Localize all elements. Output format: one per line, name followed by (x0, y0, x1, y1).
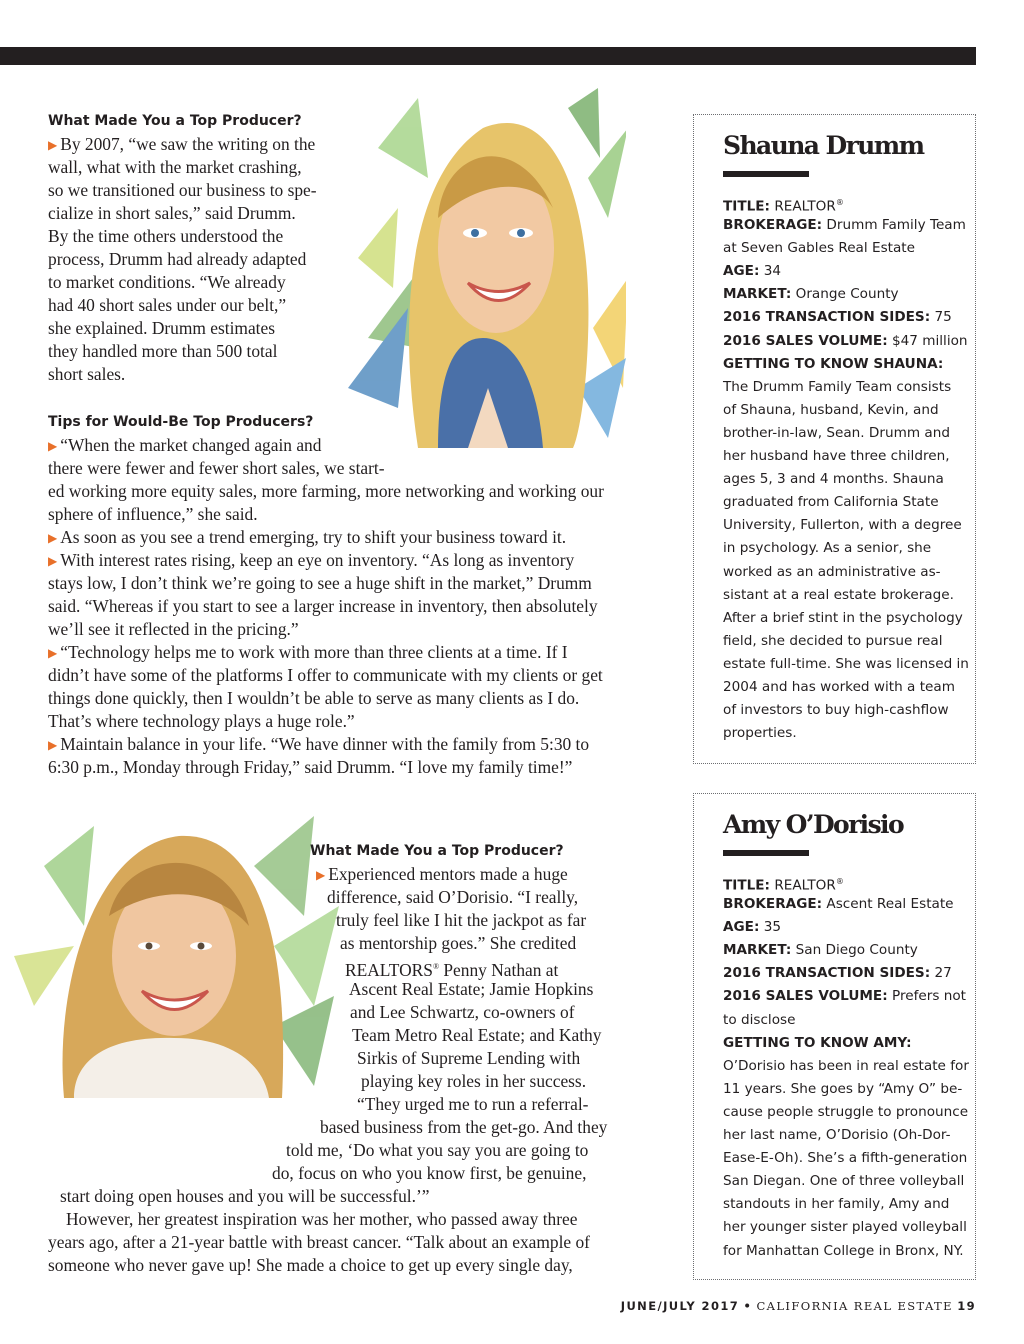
shauna-tips: ▶ “When the market changed again and there were fewer and fewer short sales, we start- ed working more equity sales, more farming, more networking and working our sphere of influence,” she said. ▶ As soon as you see a trend emerging, try to shift your business toward it. ▶ With interest rates rising, keep an eye on inventory. “As long as inventory stays low, I don’t think we’re going to see a huge shift in the market,” Drumm said. “Whereas if you start to see a larger increase in inventory, then absolutely we’ll see it reflected in the pricing.” ▶ “Technology helps me to work with more than three clients at a time. If I didn’t have some of the platforms I offer to communicate with my clients or get things done quickly, then I wouldn’t be able to serve as many clients as I do. That’s where technology plays a huge role.” ▶ Maintain balance in your life. “We have dinner with the family from 5:30 to 6:30 p.m., Monday through Friday,” said Drumm. “I love my family time!” (48, 435, 604, 777)
orange-triangle-icon: ▶ (48, 138, 58, 152)
shauna-para1: ▶ By 2007, “we saw the writing on the wall, what with the market crashing, so we transitioned our business to spe- cialize in short sales,” said Drumm. By the time others understood the process, Drumm had already adapted to market conditions. “We already had 40 short sales under our belt,” she explained. Drumm estimates they handled more than 500 total short sales. (48, 134, 317, 384)
top-black-bar (0, 47, 976, 65)
shauna-heading-tips: Tips for Would-Be Top Producers? (48, 414, 314, 430)
orange-triangle-icon: ▶ (48, 554, 58, 568)
sidebar-shauna-profile (693, 114, 976, 764)
orange-triangle-icon: ▶ (316, 868, 326, 882)
sidebar-amy-rule (723, 850, 809, 856)
orange-triangle-icon: ▶ (48, 738, 58, 752)
orange-triangle-icon: ▶ (48, 531, 58, 545)
sidebar-amy-profile (693, 793, 976, 1280)
amy-portrait-illustration (14, 806, 344, 1098)
sidebar-shauna-name: Shauna Drumm (723, 131, 924, 160)
orange-triangle-icon: ▶ (48, 646, 58, 660)
shauna-portrait-illustration (338, 88, 626, 450)
amy-heading-top-producer: What Made You a Top Producer? (310, 843, 564, 859)
sidebar-shauna-rule (723, 171, 809, 177)
page-footer: JUNE/JULY 2017 • CALIFORNIA REAL ESTATE 19 (620, 1299, 976, 1313)
orange-triangle-icon: ▶ (48, 439, 58, 453)
shauna-heading-top-producer: What Made You a Top Producer? (48, 113, 302, 129)
sidebar-amy-details: TITLE: REALTOR® BROKERAGE: Ascent Real Estate AGE: 35 MARKET: San Diego County 2016 TRANSACTION SIDES: 27 2016 SALES VOLUME: Prefers not to disclose GETTING TO KNOW AMY: O’Dorisio has been in real estate for 11 years. She goes by “Amy O” be- cause people struggle to pronounce her last name, O’Dorisio (Oh-Dor- Ease-E-Oh). She’s a fifth-generation San Diegan. One of three volleyball standouts in her family, Amy and her younger sister played volleyball for Manhattan College in Bronx, NY. (723, 877, 969, 1259)
sidebar-shauna-details: TITLE: REALTOR® BROKERAGE: Drumm Family Team at Seven Gables Real Estate AGE: 34 MARKET: Orange County 2016 TRANSACTION SIDES: 75 2016 SALES VOLUME: $47 million GETTING TO KNOW SHAUNA: The Drumm Family Team consists of Shauna, husband, Kevin, and brother-in-law, Sean. Drumm and her husband have three children, ages 5, 3 and 4 months. Shauna graduated from California State University, Fullerton, with a degree in psychology. As a senior, she worked as an administrative as- sistant at a real estate brokerage. After a brief stint in the psychology field, she decided to pursue real estate full-time. She was licensed in 2004 and has worked with a team of investors to buy high-cashflow properties. (723, 198, 969, 742)
sidebar-amy-name: Amy O’Dorisio (723, 810, 904, 839)
